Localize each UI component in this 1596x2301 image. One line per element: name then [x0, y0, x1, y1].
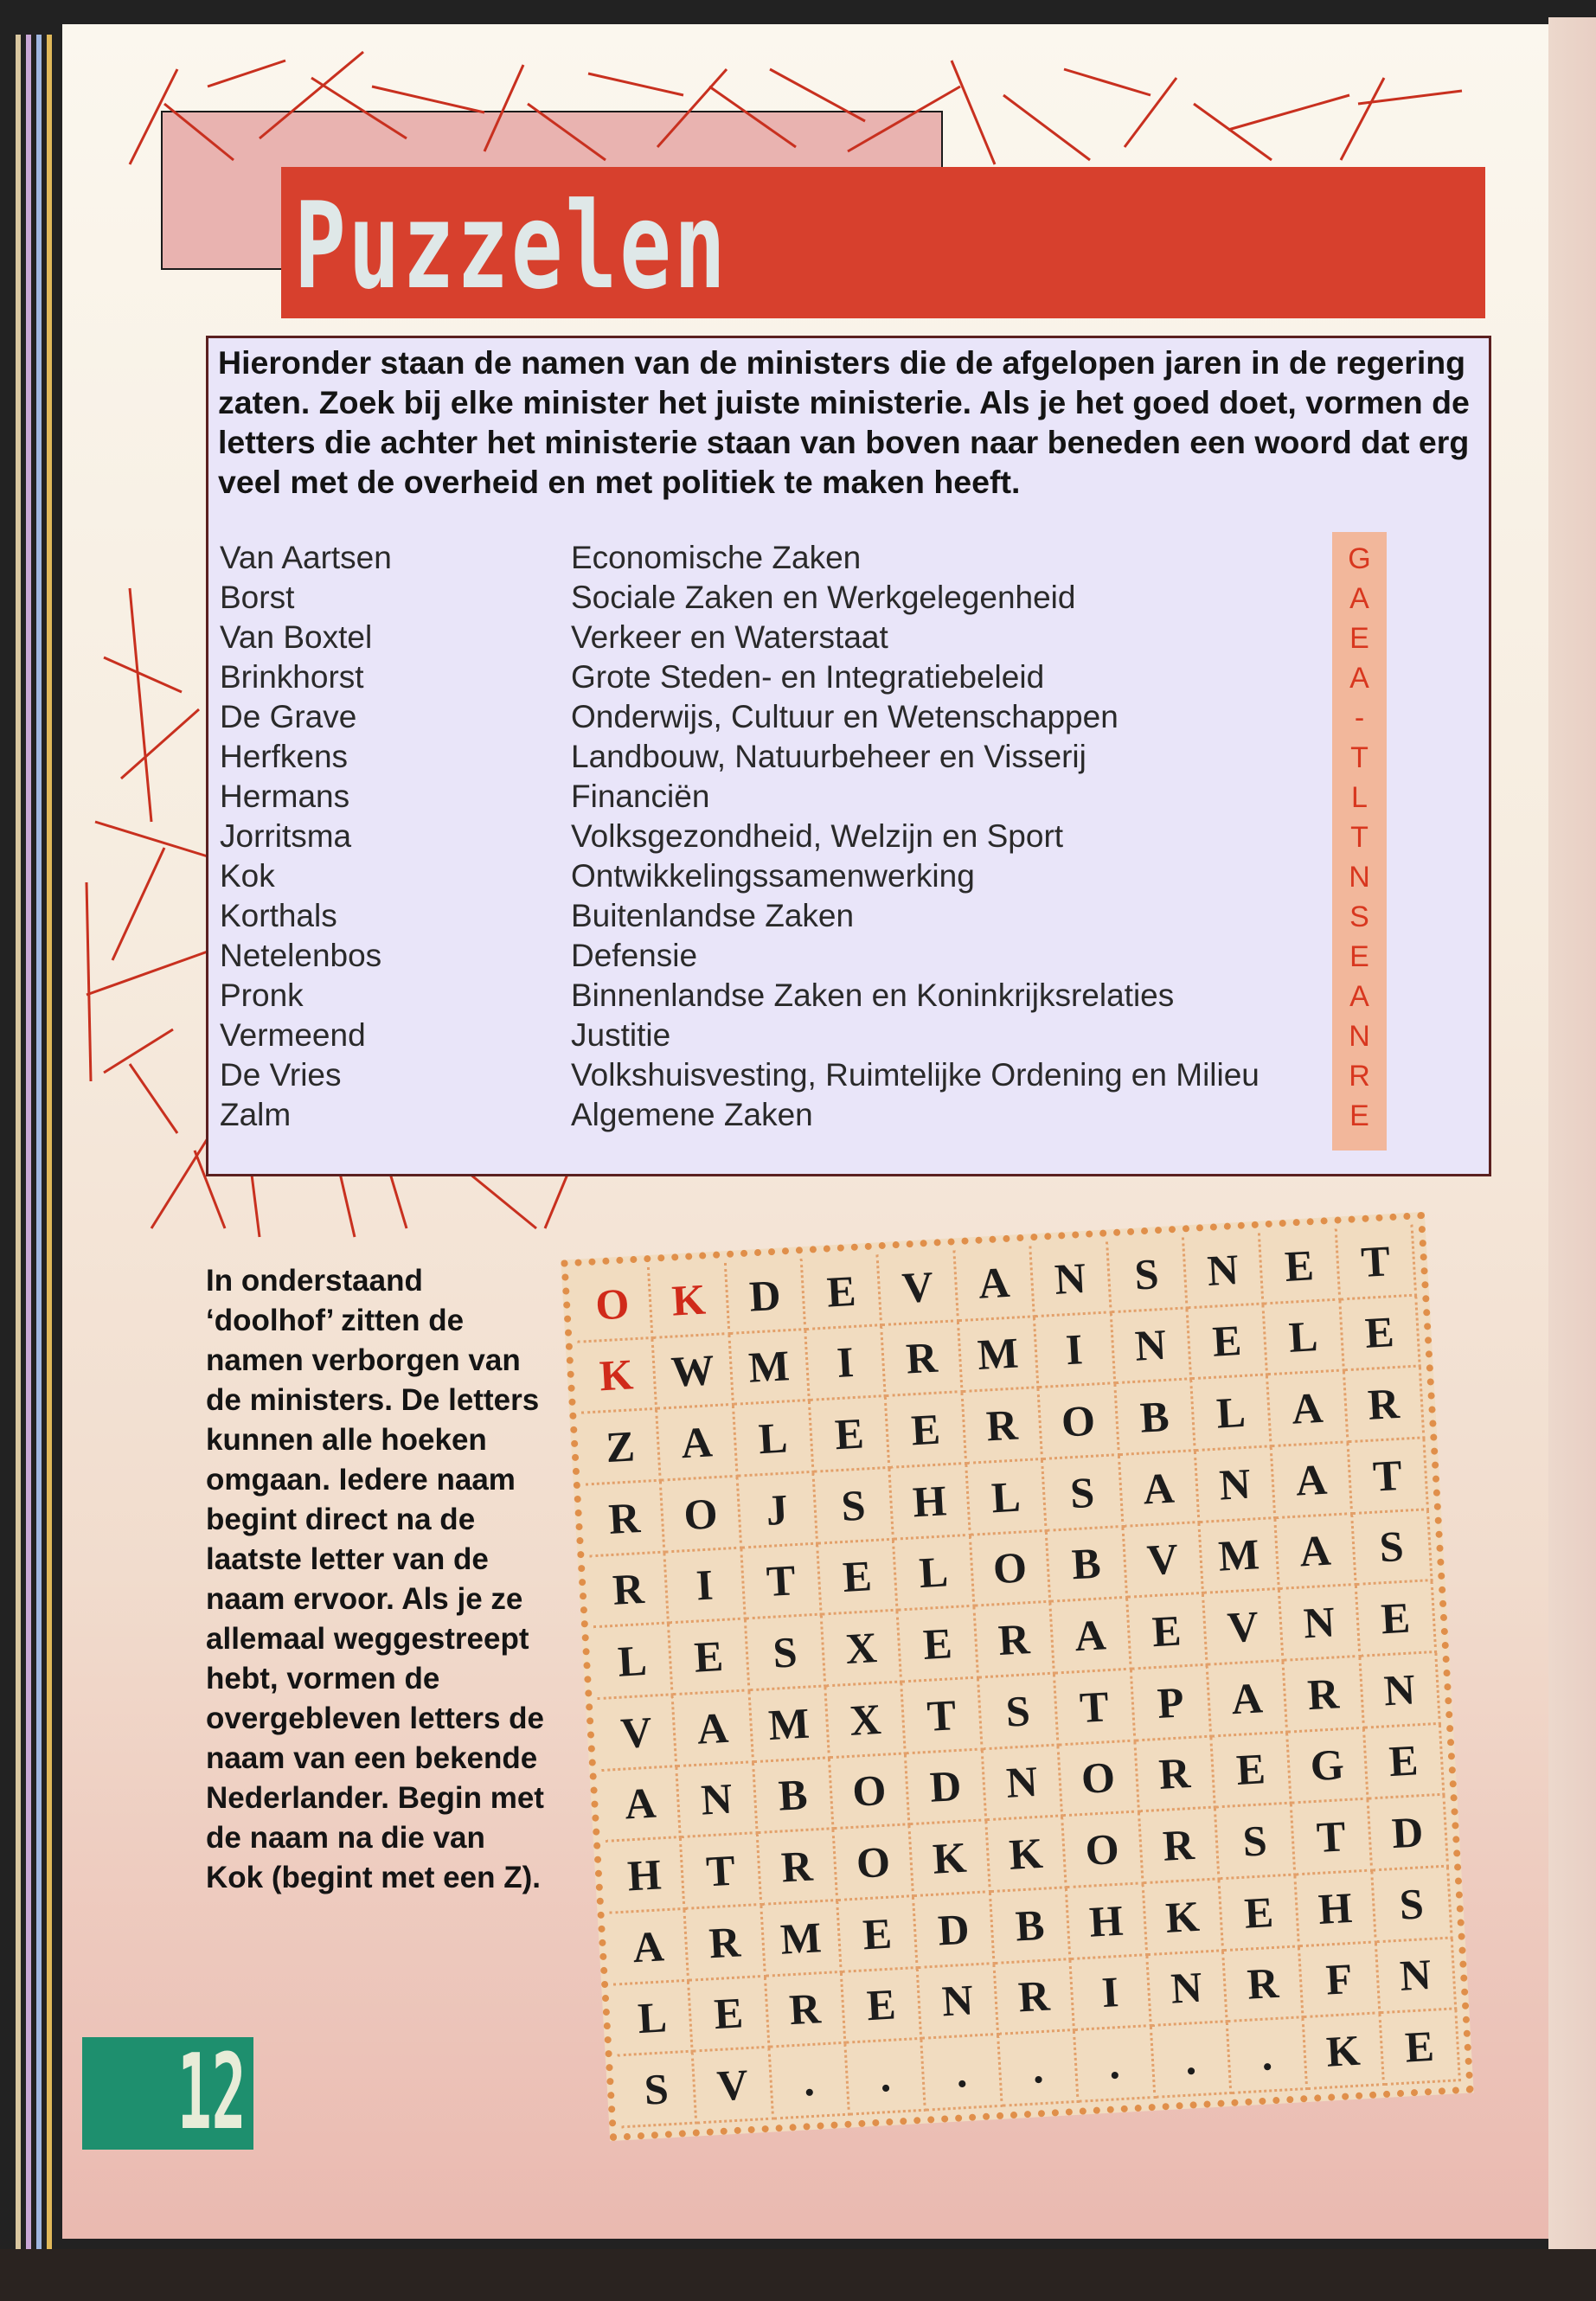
- grid-letter: .: [1151, 2022, 1232, 2098]
- grid-letter: T: [1055, 1670, 1136, 1746]
- ministry-letter: T: [1350, 821, 1368, 854]
- grid-letter: E: [843, 1969, 923, 2044]
- grid-letter: .: [999, 2031, 1080, 2106]
- grid-letter: H: [1067, 1884, 1148, 1959]
- ministry-letter: T: [1350, 741, 1368, 774]
- grid-letter: R: [686, 1906, 766, 1981]
- grid-letter: L: [967, 1460, 1048, 1535]
- grid-letter: A: [1268, 1372, 1349, 1447]
- grid-letter: L: [593, 1625, 674, 1700]
- minister-name: Borst: [220, 580, 295, 615]
- ministry-letter: E: [1349, 622, 1369, 655]
- ministry-letter: A: [1349, 662, 1369, 695]
- minister-name: Zalm: [220, 1097, 292, 1132]
- doolhof-instructions: In onderstaand ‘doolhof’ zitten de namen verborgen van de ministers. De letters kunnen alle hoeken omgaan. Iedere naam begint direct na de laatste letter van de naam ervoor. Als je ze allemaal weggestreept hebt, vormen de overgebleven letters de naam van een bekende Nederlander. Begin met de naam na die van Kok (begint met een Z).: [206, 1264, 544, 1894]
- grid-letter: H: [891, 1465, 971, 1540]
- minister-name: Jorritsma: [220, 818, 352, 854]
- grid-letter: V: [879, 1250, 959, 1325]
- minister-name: Van Aartsen: [220, 540, 392, 575]
- grid-letter: E: [838, 1897, 919, 1972]
- grid-letter: S: [1353, 1510, 1433, 1586]
- grid-letter: D: [907, 1750, 987, 1825]
- ministry-name: Binnenlandse Zaken en Koninkrijksrelaties: [571, 977, 1175, 1013]
- grid-letter: O: [662, 1477, 742, 1553]
- ministry-name: Onderwijs, Cultuur en Wetenschappen: [571, 699, 1118, 734]
- grid-letter: A: [1119, 1452, 1200, 1527]
- grid-letter: I: [806, 1326, 887, 1401]
- page-number: 12: [177, 2033, 247, 2153]
- grid-letter: M: [959, 1317, 1040, 1393]
- ministry-name: Landbouw, Natuurbeheer en Visserij: [571, 739, 1086, 774]
- grid-letter: R: [1285, 1657, 1365, 1733]
- grid-letter: S: [979, 1675, 1060, 1750]
- ministry-name: Defensie: [571, 938, 698, 973]
- grid-letter: I: [1035, 1313, 1116, 1388]
- grid-letter: S: [1108, 1237, 1189, 1312]
- minister-name: Pronk: [220, 977, 304, 1013]
- grid-letter: T: [1292, 1800, 1373, 1875]
- grid-letter: H: [606, 1838, 686, 1913]
- grid-letter: M: [762, 1901, 843, 1977]
- grid-letter: V: [598, 1695, 678, 1771]
- grid-letter: K: [650, 1263, 730, 1338]
- ministry-name: Financiën: [571, 779, 710, 814]
- grid-letter: R: [1136, 1737, 1216, 1812]
- intro-text: Hieronder staan de namen van de ministers die de afgelopen jaren in de regering zaten. Zoek bij elke minister het juiste ministerie. Als je het goed doet, vormen de letters die achter het ministerie staan van boven naar beneden een woord dat erg veel met de overheid en met politiek te maken heeft.: [218, 344, 1470, 500]
- grid-letter: E: [1381, 2010, 1461, 2086]
- grid-letter: N: [919, 1965, 999, 2040]
- grid-letter: E: [1212, 1733, 1292, 1808]
- ministry-letter: R: [1349, 1060, 1370, 1093]
- grid-letter: I: [1072, 1956, 1152, 2031]
- grid-letter: O: [830, 1754, 911, 1830]
- grid-letter: E: [1260, 1229, 1341, 1304]
- minister-name: Hermans: [220, 779, 350, 814]
- grid-letter: L: [1265, 1300, 1345, 1375]
- grid-letter: A: [1051, 1599, 1131, 1674]
- bottom-shadow: [0, 2249, 1596, 2301]
- grid-letter: V: [1124, 1523, 1204, 1599]
- ministry-letter: G: [1348, 542, 1371, 575]
- ministry-name: Economische Zaken: [571, 540, 862, 575]
- next-page-margin: [1548, 17, 1596, 2266]
- grid-letter: D: [915, 1893, 996, 1968]
- ministers-list: [220, 538, 392, 1135]
- minister-name: De Vries: [220, 1057, 342, 1093]
- grid-letter: E: [818, 1540, 899, 1615]
- page-edge: [47, 35, 52, 2249]
- grid-letter: I: [666, 1548, 747, 1624]
- grid-letter: T: [682, 1834, 762, 1909]
- grid-letter: F: [1300, 1943, 1381, 2018]
- grid-letter: R: [1224, 1947, 1304, 2022]
- minister-name: Van Boxtel: [220, 619, 373, 655]
- grid-letter: M: [730, 1330, 811, 1406]
- grid-letter: K: [987, 1817, 1067, 1893]
- grid-letter: R: [586, 1482, 666, 1557]
- grid-letter: .: [770, 2044, 850, 2119]
- grid-letter: D: [1368, 1796, 1449, 1871]
- grid-letter: R: [590, 1553, 670, 1628]
- ministry-name: Volksgezondheid, Welzijn en Sport: [571, 818, 1064, 854]
- grid-letter: T: [903, 1678, 984, 1753]
- page-edge: [16, 35, 21, 2249]
- ministry-name: Justitie: [571, 1017, 671, 1053]
- grid-letter: B: [991, 1888, 1072, 1964]
- ministry-letter: A: [1349, 582, 1369, 615]
- grid-letter: L: [734, 1401, 815, 1477]
- grid-letter: N: [1112, 1309, 1192, 1384]
- grid-letter: N: [1280, 1586, 1361, 1661]
- grid-letter: N: [678, 1763, 759, 1838]
- grid-letter: O: [1063, 1813, 1144, 1888]
- grid-letter: R: [1345, 1368, 1426, 1443]
- grid-letter: X: [823, 1612, 903, 1687]
- ministry-name: Verkeer en Waterstaat: [571, 619, 888, 655]
- grid-letter: A: [1272, 1443, 1353, 1518]
- grid-letter: R: [995, 1960, 1075, 2035]
- grid-letter: E: [887, 1393, 967, 1468]
- grid-letter: N: [1361, 1653, 1441, 1728]
- grid-letter: H: [1297, 1871, 1377, 1946]
- grid-letter: E: [811, 1397, 891, 1472]
- grid-letter: S: [815, 1469, 895, 1544]
- grid-letter: E: [1356, 1581, 1437, 1657]
- ministry-letter: -: [1354, 702, 1365, 734]
- grid-letter: .: [846, 2040, 926, 2115]
- grid-letter: O: [971, 1531, 1052, 1606]
- minister-name: Netelenbos: [220, 938, 382, 973]
- grid-letter: R: [758, 1830, 838, 1905]
- page-title: Puzzelen: [294, 176, 728, 316]
- ministry-letter: N: [1349, 861, 1370, 894]
- grid-letter: A: [1208, 1662, 1289, 1737]
- grid-letter: R: [1140, 1809, 1221, 1884]
- grid-letter: K: [578, 1338, 658, 1413]
- ministry-name: Algemene Zaken: [571, 1097, 813, 1132]
- grid-letter: N: [1196, 1447, 1277, 1522]
- grid-letter: T: [1336, 1225, 1417, 1300]
- grid-letter: E: [1341, 1296, 1421, 1371]
- grid-letter: N: [1148, 1952, 1228, 2027]
- grid-letter: V: [694, 2048, 774, 2124]
- grid-letter: W: [654, 1335, 734, 1410]
- grid-letter: L: [1192, 1376, 1272, 1452]
- minister-name: Herfkens: [220, 739, 349, 774]
- grid-letter: .: [1228, 2018, 1309, 2093]
- grid-letter: N: [1376, 1939, 1457, 2014]
- minister-name: Korthals: [220, 898, 337, 933]
- grid-letter: B: [1116, 1381, 1196, 1456]
- grid-letter: .: [1075, 2027, 1156, 2102]
- ministry-name: Grote Steden- en Integratiebeleid: [571, 659, 1045, 695]
- grid-letter: T: [742, 1544, 823, 1619]
- grid-letter: T: [1349, 1439, 1429, 1514]
- ministry-name: Ontwikkelingssamenwerking: [571, 858, 975, 894]
- grid-letter: S: [1043, 1456, 1124, 1531]
- page-edge: [26, 35, 31, 2249]
- minister-name: De Grave: [220, 699, 357, 734]
- grid-letter: E: [670, 1620, 750, 1695]
- page-number-badge: [82, 2033, 253, 2153]
- grid-letter: E: [1365, 1724, 1445, 1799]
- grid-letter: Z: [581, 1410, 662, 1485]
- grid-letter: O: [835, 1825, 915, 1900]
- grid-letter: A: [658, 1406, 739, 1481]
- grid-letter: L: [613, 1981, 694, 2056]
- grid-letter: V: [1204, 1590, 1285, 1665]
- letter-grid: [561, 1212, 1473, 2141]
- minister-name: Kok: [220, 858, 275, 894]
- grid-letter: E: [899, 1607, 979, 1682]
- grid-letter: O: [574, 1267, 654, 1343]
- grid-letter: A: [601, 1767, 682, 1843]
- grid-letter: M: [750, 1687, 830, 1762]
- ministry-letter: E: [1349, 940, 1369, 973]
- grid-letter: R: [766, 1972, 847, 2048]
- grid-letter: O: [1040, 1384, 1120, 1459]
- grid-letter: R: [975, 1603, 1055, 1678]
- ministry-name: Buitenlandse Zaken: [571, 898, 855, 933]
- ministry-letter: S: [1349, 901, 1369, 933]
- grid-letter: L: [894, 1535, 975, 1611]
- grid-letter: G: [1288, 1728, 1368, 1804]
- ministry-letter-column: [1332, 532, 1387, 1150]
- grid-letter: N: [1184, 1234, 1265, 1309]
- ministry-name: Sociale Zaken en Werkgelegenheid: [571, 580, 1076, 615]
- grid-letter: N: [983, 1746, 1063, 1821]
- grid-letter: A: [1277, 1515, 1357, 1590]
- grid-letter: E: [1188, 1304, 1268, 1380]
- ministry-name: Volkshuisvesting, Ruimtelijke Ordening en Milieu: [571, 1057, 1259, 1093]
- grid-letter: R: [963, 1388, 1043, 1464]
- grid-letter: S: [618, 2053, 698, 2128]
- grid-letter: R: [883, 1322, 964, 1397]
- grid-letter: K: [1304, 2014, 1385, 2089]
- ministry-letter: A: [1349, 980, 1369, 1013]
- page-edge: [36, 35, 42, 2249]
- word-maze: [561, 1212, 1473, 2141]
- grid-letter: O: [1060, 1741, 1140, 1817]
- ministry-letter: E: [1349, 1099, 1369, 1132]
- grid-letter: .: [923, 2035, 1003, 2111]
- grid-letter: A: [610, 1910, 690, 1985]
- grid-letter: B: [754, 1759, 835, 1834]
- grid-letter: E: [1128, 1594, 1208, 1670]
- grid-letter: B: [1048, 1528, 1128, 1603]
- grid-letter: D: [727, 1259, 807, 1334]
- grid-letter: K: [1144, 1880, 1224, 1955]
- ministry-letter: L: [1351, 781, 1368, 814]
- minister-name: Brinkhorst: [220, 659, 364, 695]
- grid-letter: E: [1220, 1875, 1300, 1951]
- grid-letter: N: [1031, 1241, 1112, 1317]
- grid-letter: S: [1373, 1867, 1453, 1942]
- ministries-list: [571, 538, 1259, 1135]
- grid-letter: S: [747, 1616, 827, 1691]
- minister-name: Vermeend: [220, 1017, 366, 1053]
- grid-letter: P: [1131, 1666, 1212, 1741]
- grid-letter: K: [911, 1822, 991, 1897]
- grid-letter: J: [738, 1473, 818, 1548]
- grid-letter: A: [955, 1246, 1035, 1321]
- grid-letter: X: [826, 1682, 907, 1758]
- grid-letter: E: [689, 1977, 770, 2052]
- grid-letter: S: [1216, 1804, 1297, 1880]
- grid-letter: A: [674, 1691, 754, 1766]
- grid-letter: E: [803, 1254, 883, 1330]
- ministry-letter: N: [1349, 1020, 1370, 1053]
- grid-letter: M: [1200, 1519, 1280, 1594]
